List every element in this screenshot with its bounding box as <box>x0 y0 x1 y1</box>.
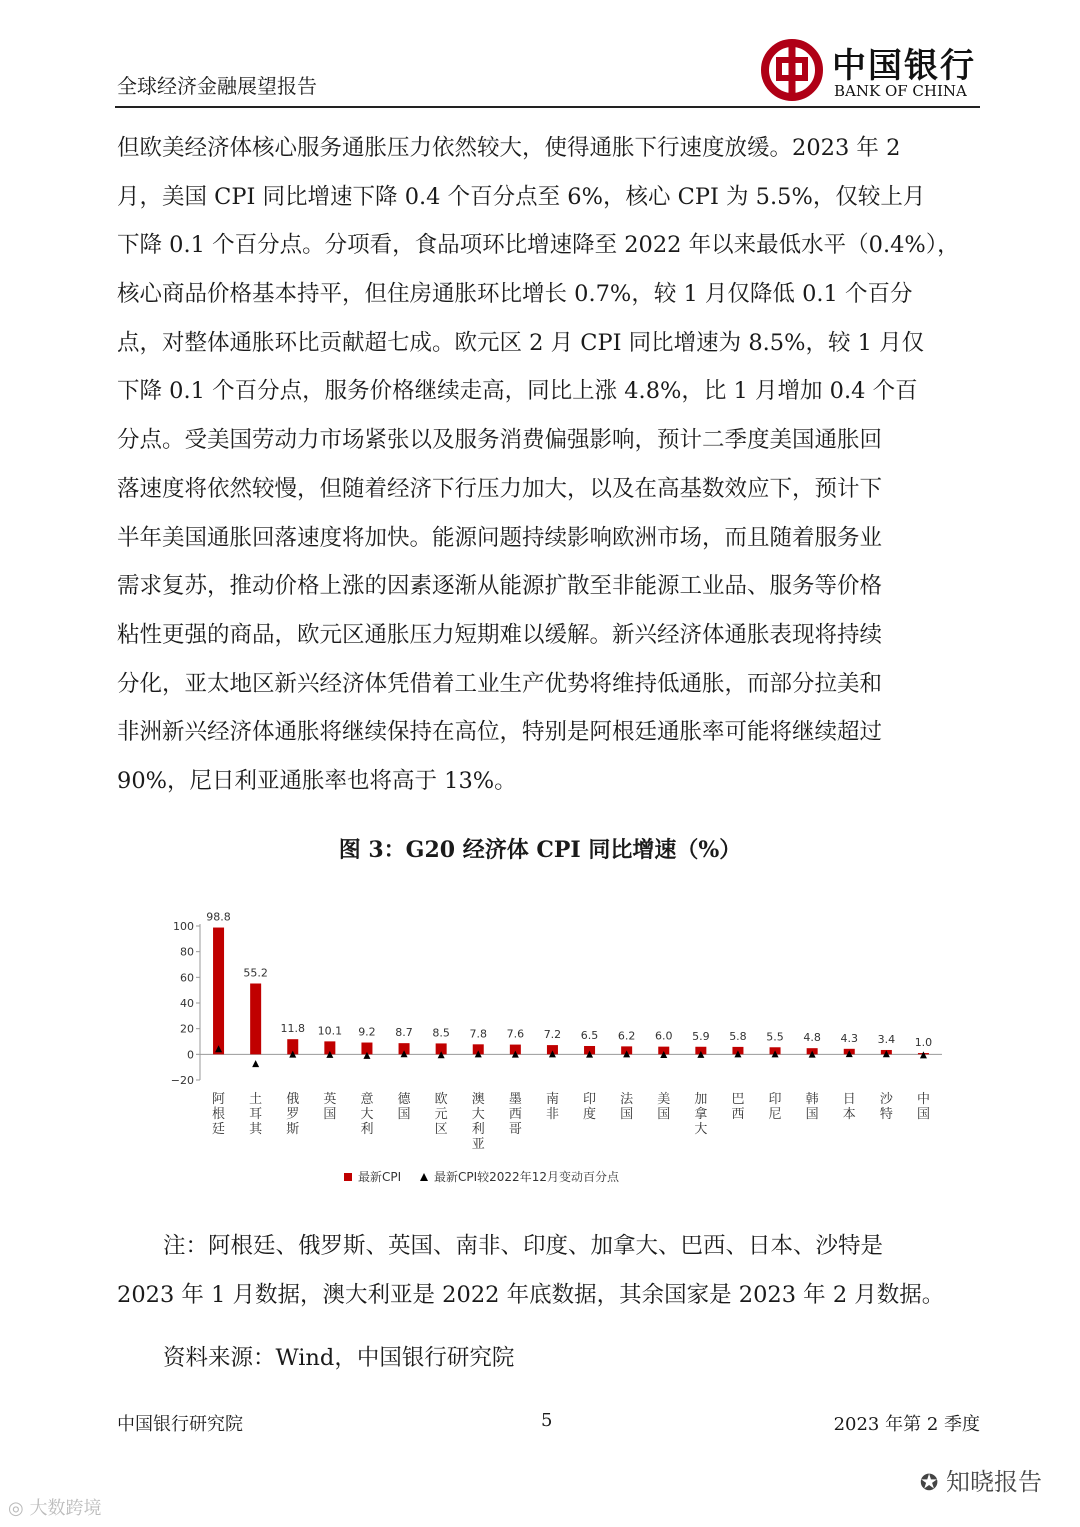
figure-note <box>117 1222 982 1320</box>
category-label: 亚 <box>471 1137 485 1152</box>
data-label: 5.9 <box>692 1029 710 1043</box>
paragraph-line: 下降 0.1 个百分点。分项看，食品项环比增速降至 2022 年以来最低水平（0.4%）， <box>117 232 960 259</box>
category-label: 非 <box>545 1107 559 1122</box>
change-marker <box>252 1060 259 1067</box>
category-label: 国 <box>805 1107 819 1122</box>
data-label: 5.8 <box>729 1029 747 1043</box>
change-marker <box>920 1051 927 1058</box>
body-paragraph <box>117 124 982 806</box>
bank-of-china-logo-icon <box>760 38 824 102</box>
category-label: 本 <box>842 1107 856 1122</box>
bar <box>250 983 261 1054</box>
category-label: 韩 <box>805 1092 819 1107</box>
watermark-zhixiao <box>920 1462 1042 1497</box>
report-title: 全球经济金融展望报告 <box>117 74 317 98</box>
category-label: 国 <box>916 1107 930 1122</box>
watermark-text: 大数跨境 <box>29 1498 102 1519</box>
category-label: 特 <box>879 1107 893 1122</box>
data-label: 1.0 <box>914 1036 933 1050</box>
category-label: 耳 <box>249 1107 263 1122</box>
logo-chinese-name: 中国银行 <box>832 46 976 86</box>
category-label: 根 <box>212 1107 226 1122</box>
category-label: 大 <box>694 1122 708 1137</box>
data-label: 4.3 <box>840 1031 858 1045</box>
legend-label-cpi: 最新CPI <box>358 1170 402 1184</box>
category-label: 意 <box>360 1092 374 1107</box>
category-label: 利 <box>471 1122 485 1137</box>
y-tick-label: 60 <box>180 971 194 985</box>
page-number: 5 <box>541 1410 553 1431</box>
category-label: 土 <box>249 1092 263 1107</box>
category-label: 巴 <box>731 1092 745 1107</box>
category-label: 阿 <box>212 1092 226 1107</box>
category-label: 西 <box>731 1107 745 1122</box>
category-label: 德 <box>397 1092 411 1107</box>
paragraph-line: 需求复苏，推动价格上涨的因素逐渐从能源扩散至非能源工业品、服务等价格 <box>117 573 883 600</box>
category-label: 墨 <box>508 1092 522 1107</box>
category-label: 国 <box>620 1107 634 1122</box>
category-label: 英 <box>323 1092 337 1107</box>
paragraph-line: 下降 0.1 个百分点，服务价格继续走高，同比上涨 4.8%，比 1 月增加 0.4 个百 <box>117 378 918 405</box>
data-label: 4.8 <box>803 1031 821 1045</box>
paragraph-line: 半年美国通胀回落速度将加快。能源问题持续影响欧洲市场，而且随着服务业 <box>117 524 883 551</box>
category-label: 拿 <box>694 1107 708 1122</box>
wechat-icon: ✪ <box>919 1471 939 1496</box>
data-label: 11.8 <box>280 1022 305 1036</box>
category-label: 国 <box>657 1107 671 1122</box>
watermark-dashu <box>8 1494 101 1520</box>
category-label: 其 <box>249 1122 263 1137</box>
data-label: 6.0 <box>655 1029 673 1043</box>
category-label: 印 <box>768 1092 782 1107</box>
category-label: 斯 <box>286 1122 300 1137</box>
paragraph-line: 90%，尼日利亚通胀率也将高于 13%。 <box>117 767 517 794</box>
bar <box>213 928 224 1055</box>
category-label: 元 <box>434 1107 448 1122</box>
data-label: 8.5 <box>432 1026 450 1040</box>
data-label: 6.2 <box>617 1029 636 1043</box>
y-tick-label: 80 <box>180 945 194 959</box>
note-line: 注：阿根廷、俄罗斯、英国、南非、印度、加拿大、巴西、日本、沙特是 <box>163 1233 884 1259</box>
data-label: 7.2 <box>543 1028 562 1042</box>
data-label: 5.5 <box>766 1030 784 1044</box>
category-label: 国 <box>323 1107 337 1122</box>
paragraph-line: 粘性更强的商品，欧元区通胀压力短期难以缓解。新兴经济体通胀表现将持续 <box>117 621 883 648</box>
category-label: 澳 <box>471 1092 485 1107</box>
category-label: 罗 <box>286 1107 300 1122</box>
legend-marker-change <box>420 1173 428 1181</box>
bank-logo <box>760 38 980 102</box>
paragraph-line: 非洲新兴经济体通胀将继续保持在高位，特别是阿根廷通胀率可能将继续超过 <box>117 719 883 746</box>
category-label: 加 <box>694 1092 708 1107</box>
category-label: 国 <box>397 1107 411 1122</box>
data-label: 9.2 <box>358 1025 376 1039</box>
paragraph-line: 月，美国 CPI 同比增速下降 0.4 个百分点至 6%，核心 CPI 为 5.5%，仅较上月 <box>117 183 926 210</box>
y-tick-label: 40 <box>180 997 194 1010</box>
category-label: 日 <box>842 1092 856 1107</box>
category-label: 尼 <box>768 1107 782 1122</box>
category-label: 哥 <box>508 1122 522 1137</box>
category-label: 沙 <box>879 1092 893 1107</box>
category-label: 利 <box>360 1122 374 1137</box>
category-label: 西 <box>508 1107 522 1122</box>
cpi-bar-chart <box>160 898 960 1198</box>
legend-label-change: 最新CPI较2022年12月变动百分点 <box>434 1170 619 1184</box>
y-tick-label: 0 <box>187 1048 194 1062</box>
category-label: 大 <box>471 1107 485 1122</box>
paragraph-line: 分化，亚太地区新兴经济体凭借着工业生产优势将维持低通胀，而部分拉美和 <box>117 670 883 697</box>
paragraph-line: 落速度将依然较慢，但随着经济下行压力加大，以及在高基数效应下，预计下 <box>117 475 883 502</box>
data-label: 3.4 <box>877 1032 896 1046</box>
logo-english-name: BANK OF CHINA <box>834 82 967 100</box>
category-label: 区 <box>434 1122 448 1137</box>
header-divider <box>115 106 980 108</box>
paragraph-line: 分点。受美国劳动力市场紧张以及服务消费偏强影响，预计二季度美国通胀回 <box>117 427 883 454</box>
category-label: 美 <box>657 1092 671 1107</box>
category-label: 度 <box>583 1107 597 1122</box>
data-label: 98.8 <box>206 910 231 924</box>
paragraph-line: 核心商品价格基本持平，但住房通胀环比增长 0.7%，较 1 月仅降低 0.1 个百分 <box>117 281 913 308</box>
weibo-icon: ◎ <box>8 1498 24 1519</box>
data-label: 7.8 <box>469 1027 487 1041</box>
data-label: 8.7 <box>395 1026 413 1040</box>
category-label: 廷 <box>212 1122 226 1137</box>
category-label: 大 <box>360 1107 374 1122</box>
category-label: 印 <box>583 1092 597 1107</box>
paragraph-line: 点，对整体通胀环比贡献超七成。欧元区 2 月 CPI 同比增速为 8.5%，较 1 月仅 <box>117 329 925 356</box>
watermark-text: 知晓报告 <box>946 1468 1042 1496</box>
footer-quarter: 2023 年第 2 季度 <box>833 1414 980 1435</box>
category-label: 欧 <box>434 1092 448 1107</box>
data-label: 7.6 <box>506 1027 525 1041</box>
legend-swatch-cpi <box>344 1173 352 1181</box>
data-source: 资料来源：Wind，中国银行研究院 <box>163 1345 515 1371</box>
category-label: 中 <box>916 1092 930 1107</box>
y-tick-label: 20 <box>180 1022 194 1036</box>
category-label: 法 <box>620 1092 634 1107</box>
paragraph-line: 但欧美经济体核心服务通胀压力依然较大，使得通胀下行速度放缓。2023 年 2 <box>117 135 901 161</box>
category-label: 南 <box>545 1092 559 1107</box>
note-line: 2023 年 1 月数据，澳大利亚是 2022 年底数据，其余国家是 2023 年 2 月数据。 <box>117 1282 945 1308</box>
category-label: 俄 <box>286 1092 300 1107</box>
figure-title: 图 3：G20 经济体 CPI 同比增速（%） <box>338 837 742 863</box>
data-label: 6.5 <box>580 1028 599 1042</box>
y-tick-label: 100 <box>173 920 194 933</box>
y-tick-label: −20 <box>170 1074 194 1087</box>
data-label: 55.2 <box>243 966 268 980</box>
footer-institution: 中国银行研究院 <box>117 1414 243 1435</box>
data-label: 10.1 <box>317 1024 343 1038</box>
